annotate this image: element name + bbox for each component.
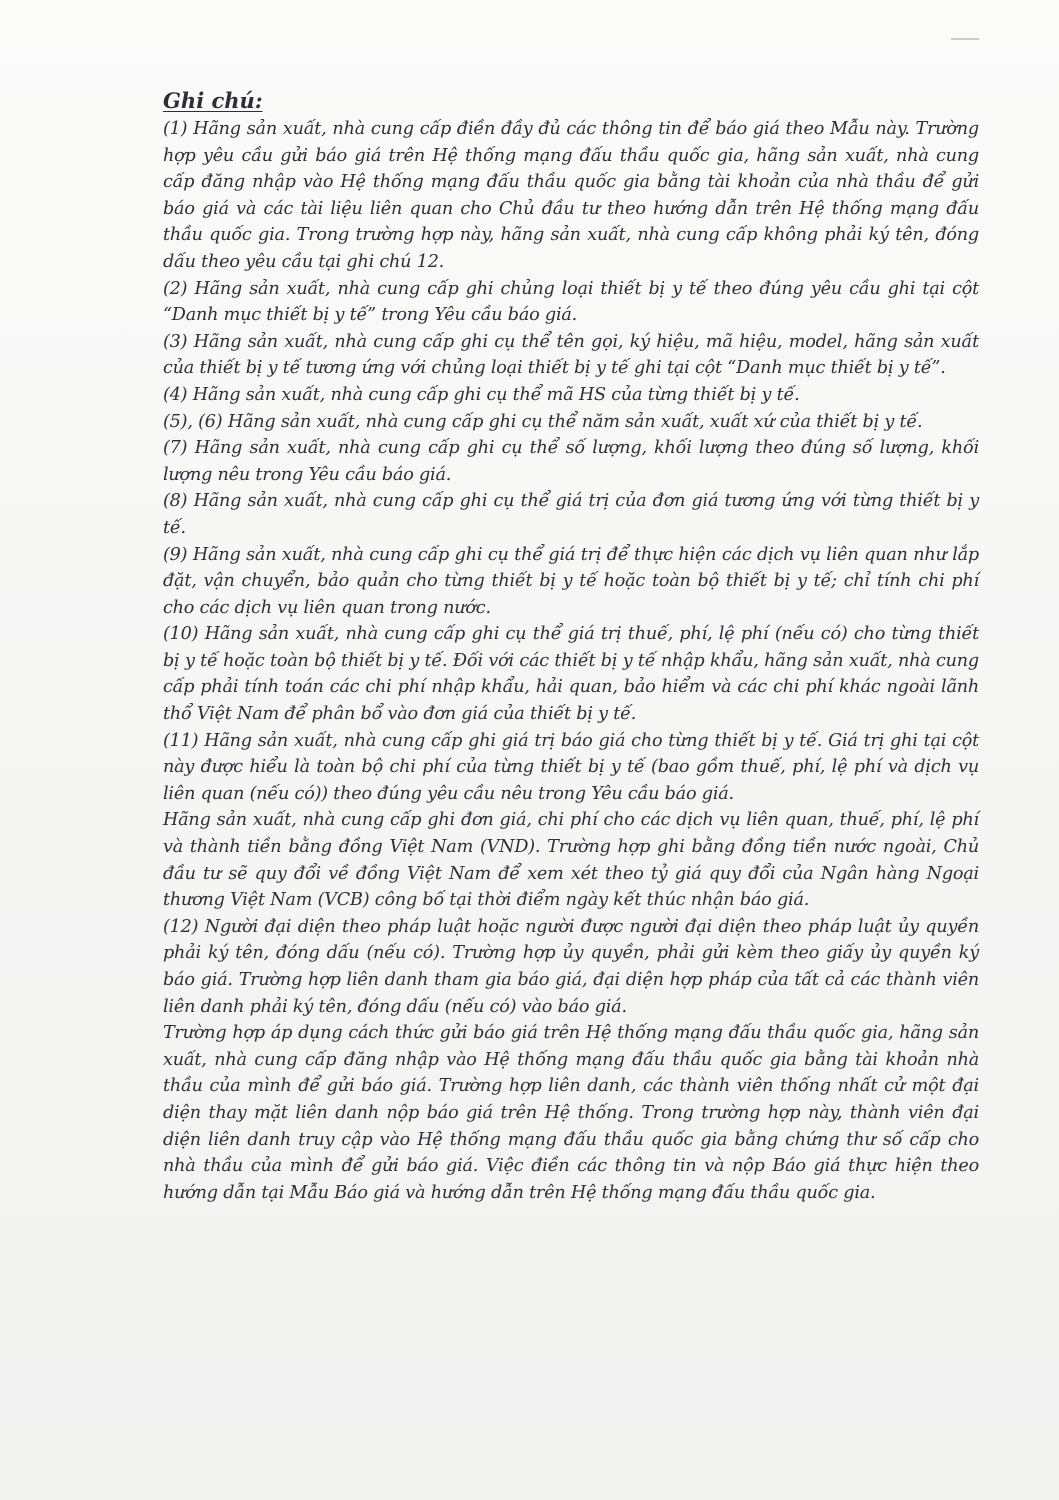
note-7: (7) Hãng sản xuất, nhà cung cấp ghi cụ thể số lượng, khối lượng theo đúng số lượng, khối lượng nêu trong Yêu cầu báo giá.: [163, 438, 979, 485]
note-currency: Hãng sản xuất, nhà cung cấp ghi đơn giá, chi phí cho các dịch vụ liên quan, thuế, phí, lệ phí và thành tiền bằng đồng Việt Nam (VND). Trường hợp ghi bằng đồng tiền nước ngoài, Chủ đầu tư sẽ quy đổi về đồng Việt Nam để xem xét theo tỷ giá quy đổi của Ngân hàng Ngoại thương Việt Nam (VCB) công bố tại thời điểm ngày kết thúc nhận báo giá.: [163, 810, 979, 911]
note-11: (11) Hãng sản xuất, nhà cung cấp ghi giá trị báo giá cho từng thiết bị y tế. Giá trị ghi tại cột này được hiểu là toàn bộ chi phí của từng thiết bị y tế (bao gồm thuế, phí, lệ phí và dịch vụ liên quan (nếu có)) theo đúng yêu cầu nêu trong Yêu cầu báo giá.: [163, 730, 979, 804]
note-10: (10) Hãng sản xuất, nhà cung cấp ghi cụ thể giá trị thuế, phí, lệ phí (nếu có) cho từng thiết bị y tế hoặc toàn bộ thiết bị y tế. Đối với các thiết bị y tế nhập khẩu, hãng sản xuất, nhà cung cấp phải tính toán các chi phí nhập khẩu, hải quan, bảo hiểm và các chi phí khác ngoài lãnh thổ Việt Nam để phân bổ vào đơn giá của thiết bị y tế.: [163, 624, 979, 725]
note-5-6: (5), (6) Hãng sản xuất, nhà cung cấp ghi cụ thể năm sản xuất, xuất xứ của thiết bị y tế.: [163, 411, 923, 432]
note-3: (3) Hãng sản xuất, nhà cung cấp ghi cụ thể tên gọi, ký hiệu, mã hiệu, model, hãng sản xuất của thiết bị y tế tương ứng với chủng loại thiết bị y tế ghi tại cột “Danh mục thiết bị y tế”.: [163, 331, 979, 379]
note-9: (9) Hãng sản xuất, nhà cung cấp ghi cụ thể giá trị để thực hiện các dịch vụ liên quan như lắp đặt, vận chuyển, bảo quản cho từng thiết bị y tế hoặc toàn bộ thiết bị y tế; chỉ tính chi phí cho các dịch vụ liên quan trong nước.: [163, 544, 979, 618]
note-2: (2) Hãng sản xuất, nhà cung cấp ghi chủng loại thiết bị y tế theo đúng yêu cầu ghi tại cột “Danh mục thiết bị y tế” trong Yêu cầu báo giá.: [163, 278, 979, 326]
note-4: (4) Hãng sản xuất, nhà cung cấp ghi cụ thể mã HS của từng thiết bị y tế.: [163, 384, 800, 405]
note-online-submission: Trường hợp áp dụng cách thức gửi báo giá trên Hệ thống mạng đấu thầu quốc gia, hãng sản xuất, nhà cung cấp đăng nhập vào Hệ thống mạng đấu thầu quốc gia bằng tài khoản nhà thầu của mình để gửi báo giá. Trường hợp liên danh, các thành viên thống nhất cử một đại diện thay mặt liên danh nộp báo giá trên Hệ thống. Trong trường hợp này, thành viên đại diện liên danh truy cập vào Hệ thống mạng đấu thầu quốc gia bằng chứng thư số cấp cho nhà thầu của mình để gửi báo giá. Việc điền các thông tin và nộp Báo giá thực hiện theo hướng dẫn tại Mẫu Báo giá và hướng dẫn trên Hệ thống mạng đấu thầu quốc gia.: [163, 1023, 979, 1203]
note-12: (12) Người đại diện theo pháp luật hoặc người được người đại diện theo pháp luật ủy quyền phải ký tên, đóng dấu (nếu có). Trường hợp ủy quyền, phải gửi kèm theo giấy ủy quyền ký báo giá. Trường hợp liên danh tham gia báo giá, đại diện hợp pháp của tất cả các thành viên liên danh phải ký tên, đóng dấu (nếu có) vào báo giá.: [163, 916, 979, 1017]
notes-heading: Ghi chú:: [163, 88, 263, 113]
notes-section: [163, 86, 979, 1206]
note-1: (1) Hãng sản xuất, nhà cung cấp điền đầy đủ các thông tin để báo giá theo Mẫu này. Trường hợp yêu cầu gửi báo giá trên Hệ thống mạng đấu thầu quốc gia, hãng sản xuất, nhà cung cấp đăng nhập vào Hệ thống mạng đấu thầu quốc gia bằng tài khoản của nhà thầu để gửi báo giá và các tài liệu liên quan cho Chủ đầu tư theo hướng dẫn trên Hệ thống mạng đấu thầu quốc gia. Trong trường hợp này, hãng sản xuất, nhà cung cấp không phải ký tên, đóng dấu theo yêu cầu tại ghi chú 12.: [163, 119, 979, 272]
note-8: (8) Hãng sản xuất, nhà cung cấp ghi cụ thể giá trị của đơn giá tương ứng với từng thiết bị y tế.: [163, 491, 979, 538]
scan-edge-mark: [951, 38, 979, 40]
